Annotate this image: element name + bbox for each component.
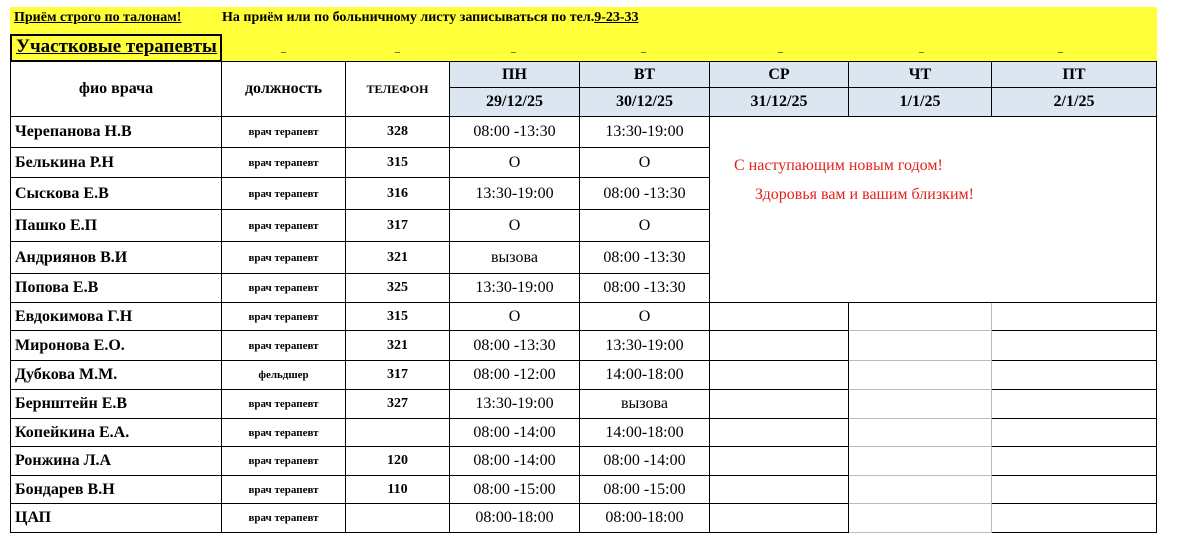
- schedule-tue: вызова: [580, 390, 710, 419]
- doctor-position: врач терапевт: [222, 504, 346, 533]
- doctor-position: врач терапевт: [222, 476, 346, 504]
- schedule-thu: [849, 447, 992, 476]
- greeting-line-2: Здоровья вам и вашим близким!: [755, 186, 974, 203]
- schedule-wed: [710, 419, 849, 447]
- schedule-thu: [849, 390, 992, 419]
- schedule-tue: 08:00 -13:30: [580, 178, 710, 210]
- doctor-name: Бернштейн Е.В: [11, 390, 222, 419]
- schedule-tue: О: [580, 148, 710, 178]
- schedule-thu: [849, 504, 992, 533]
- schedule-tue: 08:00 -13:30: [580, 242, 710, 274]
- doctor-position: врач терапевт: [222, 117, 346, 148]
- doctor-position: врач терапевт: [222, 178, 346, 210]
- schedule-tue: 14:00-18:00: [580, 361, 710, 390]
- table-row: [11, 476, 1157, 504]
- phone-booking-text: На приём или по больничному листу записываться по тел.: [222, 10, 595, 25]
- schedule-thu: [849, 419, 992, 447]
- doctor-name: Белькина Р.Н: [11, 148, 222, 178]
- holiday-greeting: [710, 117, 1157, 303]
- schedule-mon: 08:00 -15:00: [450, 476, 580, 504]
- doctor-phone: 327: [346, 390, 450, 419]
- schedule-tue: О: [580, 210, 710, 242]
- doctor-phone: 316: [346, 178, 450, 210]
- schedule-mon: О: [450, 303, 580, 331]
- schedule-mon: 08:00 -14:00: [450, 419, 580, 447]
- doctor-name: Попова Е.В: [11, 274, 222, 303]
- doctor-position: врач терапевт: [222, 210, 346, 242]
- schedule-mon: О: [450, 210, 580, 242]
- table-row: [11, 390, 1157, 419]
- doctor-name: Черепанова Н.В: [11, 117, 222, 148]
- doctor-name: ЦАП: [11, 504, 222, 533]
- schedule-mon: 08:00 -13:30: [450, 331, 580, 361]
- doctor-position: врач терапевт: [222, 148, 346, 178]
- schedule-fri: [992, 447, 1157, 476]
- banner-dash: _: [778, 43, 783, 54]
- banner-dash: _: [511, 43, 516, 54]
- banner-dash: _: [281, 43, 286, 54]
- schedule-wed: [710, 390, 849, 419]
- doctor-phone: 120: [346, 447, 450, 476]
- schedule-tue: О: [580, 303, 710, 331]
- schedule-fri: [992, 390, 1157, 419]
- schedule-tue: 08:00 -13:30: [580, 274, 710, 303]
- doctor-name: Сыскова Е.В: [11, 178, 222, 210]
- schedule-wed: [710, 361, 849, 390]
- table-row: [11, 419, 1157, 447]
- schedule-mon: 08:00 -13:30: [450, 117, 580, 148]
- schedule-wed: [710, 331, 849, 361]
- schedule-fri: [992, 419, 1157, 447]
- schedule-wed: [710, 447, 849, 476]
- date-header-wed: 31/12/25: [710, 88, 849, 117]
- phone-booking-note: [222, 10, 639, 26]
- schedule-thu: [849, 331, 992, 361]
- schedule-fri: [992, 476, 1157, 504]
- banner-dash: _: [919, 43, 924, 54]
- header-row-days: [11, 62, 1157, 88]
- column-header-position: должность: [222, 62, 346, 117]
- schedule-mon: О: [450, 148, 580, 178]
- doctor-name: Пашко Е.П: [11, 210, 222, 242]
- date-header-fri: 2/1/25: [992, 88, 1157, 117]
- day-header-thu: ЧТ: [849, 62, 992, 88]
- doctor-name: Андриянов В.И: [11, 242, 222, 274]
- column-header-phone: ТЕЛЕФОН: [346, 62, 450, 117]
- table-row: [11, 504, 1157, 533]
- table-row: [11, 447, 1157, 476]
- schedule-wed: [710, 504, 849, 533]
- doctor-phone: 315: [346, 303, 450, 331]
- schedule-mon: 13:30-19:00: [450, 390, 580, 419]
- day-header-mon: ПН: [450, 62, 580, 88]
- schedule-thu: [849, 303, 992, 331]
- doctor-name: Бондарев В.Н: [11, 476, 222, 504]
- schedule-thu: [849, 361, 992, 390]
- doctor-name: Ронжина Л.А: [11, 447, 222, 476]
- doctor-position: врач терапевт: [222, 447, 346, 476]
- schedule-fri: [992, 504, 1157, 533]
- day-header-wed: СР: [710, 62, 849, 88]
- doctor-phone: 325: [346, 274, 450, 303]
- column-header-doctor: фио врача: [11, 62, 222, 117]
- doctor-phone: 328: [346, 117, 450, 148]
- doctor-position: врач терапевт: [222, 274, 346, 303]
- table-row: [11, 303, 1157, 331]
- doctor-name: Дубкова М.М.: [11, 361, 222, 390]
- day-header-tue: ВТ: [580, 62, 710, 88]
- section-title: Участковые терапевты: [16, 36, 217, 57]
- doctor-position: врач терапевт: [222, 390, 346, 419]
- date-header-thu: 1/1/25: [849, 88, 992, 117]
- doctor-position: врач терапевт: [222, 331, 346, 361]
- doctor-phone: 317: [346, 361, 450, 390]
- date-header-mon: 29/12/25: [450, 88, 580, 117]
- schedule-thu: [849, 476, 992, 504]
- day-header-fri: ПТ: [992, 62, 1157, 88]
- greeting-line-1: С наступающим новым годом!: [734, 157, 943, 174]
- schedule-tue: 08:00-18:00: [580, 504, 710, 533]
- schedule-fri: [992, 303, 1157, 331]
- schedule-tue: 08:00 -15:00: [580, 476, 710, 504]
- doctor-name: Копейкина Е.А.: [11, 419, 222, 447]
- schedule-mon: 13:30-19:00: [450, 274, 580, 303]
- doctor-position: врач терапевт: [222, 303, 346, 331]
- doctor-phone: 110: [346, 476, 450, 504]
- doctor-name: Евдокимова Г.Н: [11, 303, 222, 331]
- schedule-mon: 08:00 -12:00: [450, 361, 580, 390]
- schedule-tue: 08:00 -14:00: [580, 447, 710, 476]
- schedule-fri: [992, 331, 1157, 361]
- doctor-phone: 315: [346, 148, 450, 178]
- strict-coupon-note: Приём строго по талонам!: [14, 10, 182, 25]
- doctor-phone: 321: [346, 242, 450, 274]
- doctor-phone: 321: [346, 331, 450, 361]
- doctor-position: врач терапевт: [222, 419, 346, 447]
- banner-dash: _: [641, 43, 646, 54]
- table-row: [11, 331, 1157, 361]
- date-header-tue: 30/12/25: [580, 88, 710, 117]
- doctor-phone: [346, 419, 450, 447]
- schedule-table: [10, 61, 1157, 533]
- table-row: [11, 361, 1157, 390]
- banner-dash: _: [1058, 43, 1063, 54]
- schedule-wed: [710, 303, 849, 331]
- doctor-name: Миронова Е.О.: [11, 331, 222, 361]
- schedule-mon: 13:30-19:00: [450, 178, 580, 210]
- doctor-position: врач терапевт: [222, 242, 346, 274]
- schedule-mon: вызова: [450, 242, 580, 274]
- schedule-tue: 13:30-19:00: [580, 117, 710, 148]
- doctor-phone: 317: [346, 210, 450, 242]
- doctor-phone: [346, 504, 450, 533]
- table-row: [11, 117, 1157, 148]
- schedule-wed: [710, 476, 849, 504]
- banner-dash: _: [395, 43, 400, 54]
- schedule-tue: 14:00-18:00: [580, 419, 710, 447]
- schedule-mon: 08:00 -14:00: [450, 447, 580, 476]
- schedule-tue: 13:30-19:00: [580, 331, 710, 361]
- schedule-fri: [992, 361, 1157, 390]
- schedule-mon: 08:00-18:00: [450, 504, 580, 533]
- doctor-position: фельдшер: [222, 361, 346, 390]
- booking-phone-number: 9-23-33: [594, 10, 639, 25]
